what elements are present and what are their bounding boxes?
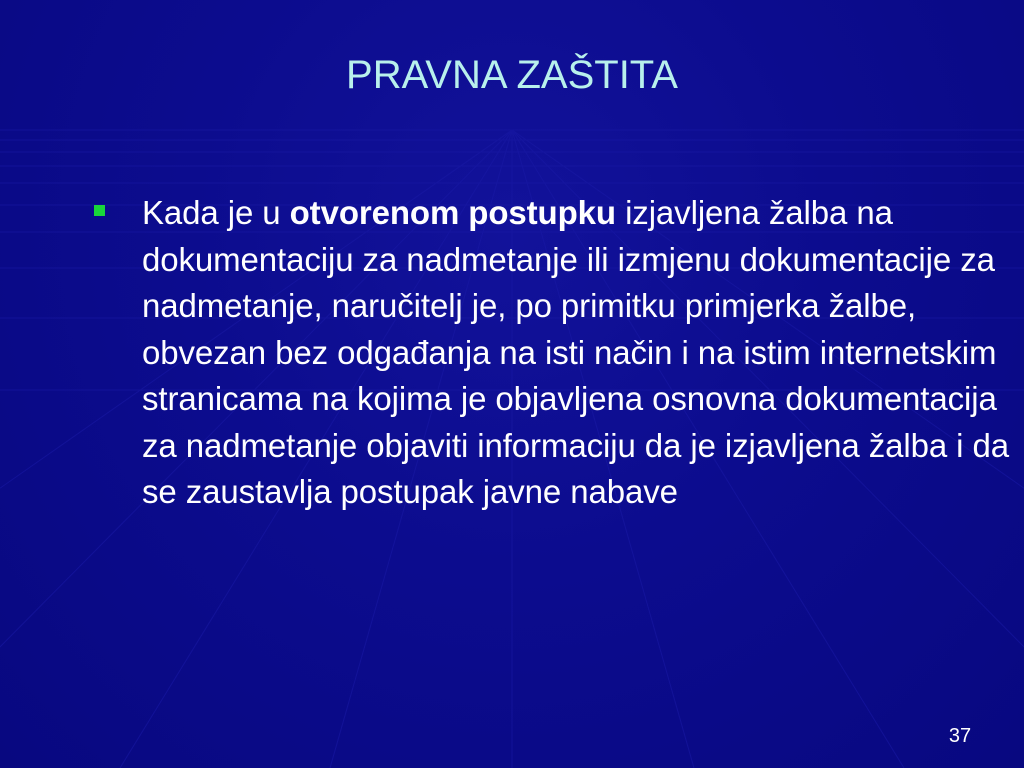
bullet-text: [142, 190, 1012, 516]
bullet-text-lead: Kada je u: [142, 194, 290, 231]
square-bullet-icon: [94, 205, 105, 216]
slide-title: PRAVNA ZAŠTITA: [346, 53, 678, 97]
bullet-text-emphasis: otvorenom postupku: [289, 194, 616, 231]
bullet-text-rest: izjavljena žalba na dokumentaciju za nadmetanje ili izmjenu dokumentacije za nadmetanje, naručitelj je, po primitku primjerka žalbe, obvezan bez odgađanja na isti način i na istim internetskim stranicama na kojima je objavljena osnovna dokumentacija za nadmetanje objaviti informaciju da je izjavljena žalba i da se zaustavlja postupak javne nabave: [142, 194, 1009, 510]
page-number: 37: [948, 725, 972, 747]
